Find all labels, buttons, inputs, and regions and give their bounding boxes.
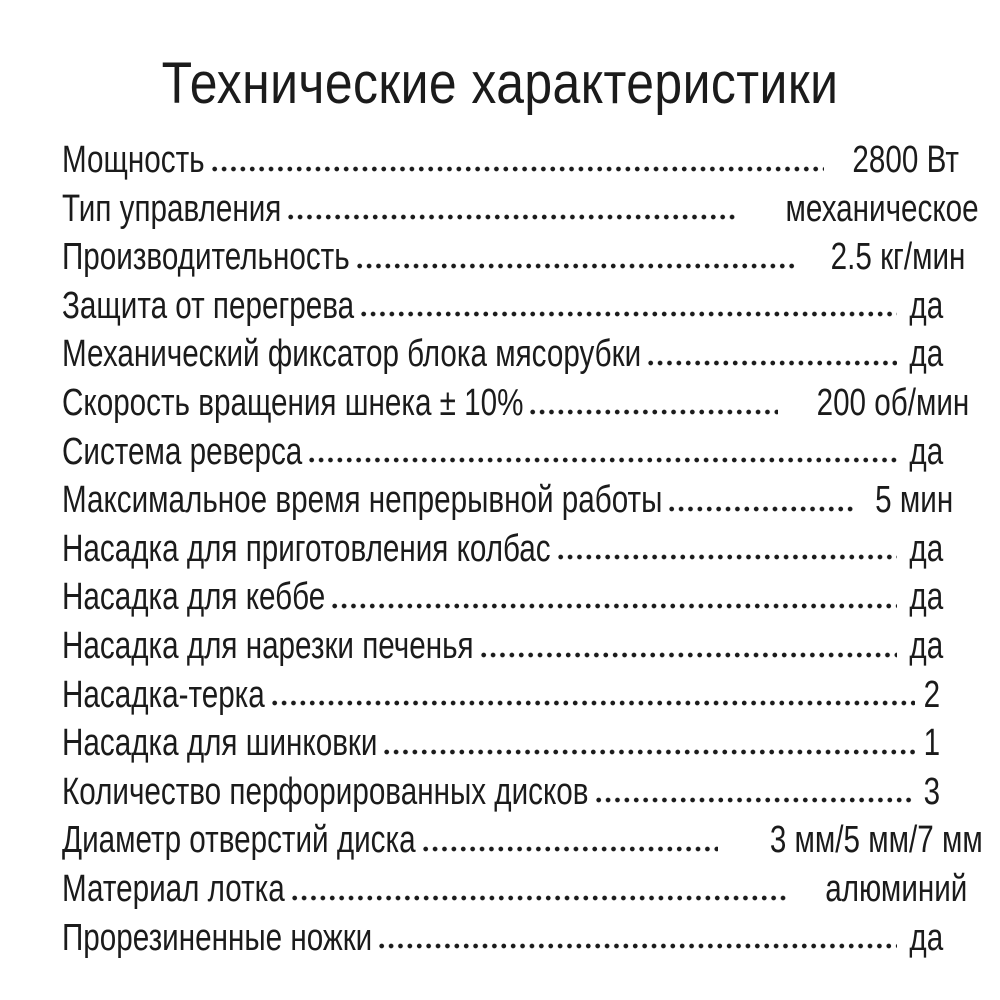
spec-label: Скорость вращения шнека ± 10% xyxy=(62,381,524,424)
spec-row-shredder-attachment xyxy=(62,719,940,768)
spec-row-perforated-discs xyxy=(62,768,940,817)
spec-row-screw-speed xyxy=(62,379,970,428)
dot-leader xyxy=(330,602,897,610)
spec-value: 200 об/мин xyxy=(816,381,970,424)
spec-label: Тип управления xyxy=(62,187,282,230)
spec-value: 2 xyxy=(923,673,940,716)
spec-label: Защита от перегрева xyxy=(62,284,355,327)
dot-leader xyxy=(355,262,797,270)
spec-value: да xyxy=(909,333,944,376)
spec-row-disc-hole-diameter xyxy=(62,816,983,865)
specs-list xyxy=(62,136,983,962)
spec-value: 2800 Вт xyxy=(852,139,960,181)
dot-leader xyxy=(377,942,897,950)
spec-label: Количество перфорированных дисков xyxy=(62,770,589,813)
dot-leader xyxy=(290,894,789,902)
spec-value: да xyxy=(909,284,944,327)
spec-row-reverse-system xyxy=(62,428,944,477)
spec-value: 3 мм/5 мм/7 мм xyxy=(769,819,983,862)
spec-label: Прорезиненные ножки xyxy=(62,916,373,959)
spec-value: да xyxy=(909,430,944,473)
spec-row-mechanical-lock xyxy=(62,330,944,379)
spec-value: да xyxy=(909,576,944,619)
spec-label: Максимальное время непрерывной работы xyxy=(62,479,663,522)
spec-row-control-type xyxy=(62,185,979,234)
spec-value: механическое xyxy=(785,187,979,230)
spec-label: Производительность xyxy=(62,236,350,279)
spec-label: Насадка для приготовления колбас xyxy=(62,527,551,570)
spec-value: да xyxy=(909,916,944,959)
spec-row-overheat-protection xyxy=(62,282,944,331)
dot-leader xyxy=(359,310,897,318)
dot-leader xyxy=(646,359,897,367)
spec-label: Насадка для шинковки xyxy=(62,722,378,765)
spec-label: Система реверса xyxy=(62,430,303,473)
dot-leader xyxy=(286,213,738,221)
spec-label: Механический фиксатор блока мясорубки xyxy=(62,333,642,376)
dot-leader xyxy=(307,456,897,464)
spec-value: 2.5 кг/мин xyxy=(830,236,966,279)
spec-row-grater-attachment xyxy=(62,671,940,720)
spec-value: алюминий xyxy=(825,867,968,910)
spec-row-power xyxy=(62,136,960,185)
dot-leader xyxy=(479,651,898,659)
page-title: Технические характеристики xyxy=(161,51,839,116)
spec-value: 5 мин xyxy=(875,479,954,522)
spec-label: Насадка для нарезки печенья xyxy=(62,624,474,667)
dot-leader xyxy=(382,748,914,756)
spec-row-cookie-attachment xyxy=(62,622,944,671)
spec-row-sausage-attachment xyxy=(62,525,944,574)
spec-label: Насадка для кеббе xyxy=(62,576,326,619)
spec-row-rubber-feet xyxy=(62,914,944,963)
spec-row-tray-material xyxy=(62,865,968,914)
dot-leader xyxy=(556,553,898,561)
spec-row-max-runtime xyxy=(62,476,954,525)
dot-leader xyxy=(210,165,825,173)
spec-row-capacity xyxy=(62,233,966,282)
spec-value: да xyxy=(909,527,944,570)
spec-value: 1 xyxy=(923,722,940,765)
dot-leader xyxy=(667,505,853,513)
spec-value: 3 xyxy=(923,770,940,813)
dot-leader xyxy=(421,845,719,853)
spec-label: Материал лотка xyxy=(62,867,285,910)
spec-value: да xyxy=(909,624,944,667)
dot-leader xyxy=(270,699,915,707)
spec-row-kebbe-attachment xyxy=(62,573,944,622)
dot-leader xyxy=(594,796,915,804)
dot-leader xyxy=(528,408,778,416)
spec-label: Насадка-терка xyxy=(62,673,265,716)
spec-label: Мощность xyxy=(62,139,205,181)
spec-label: Диаметр отверстий диска xyxy=(62,819,416,862)
